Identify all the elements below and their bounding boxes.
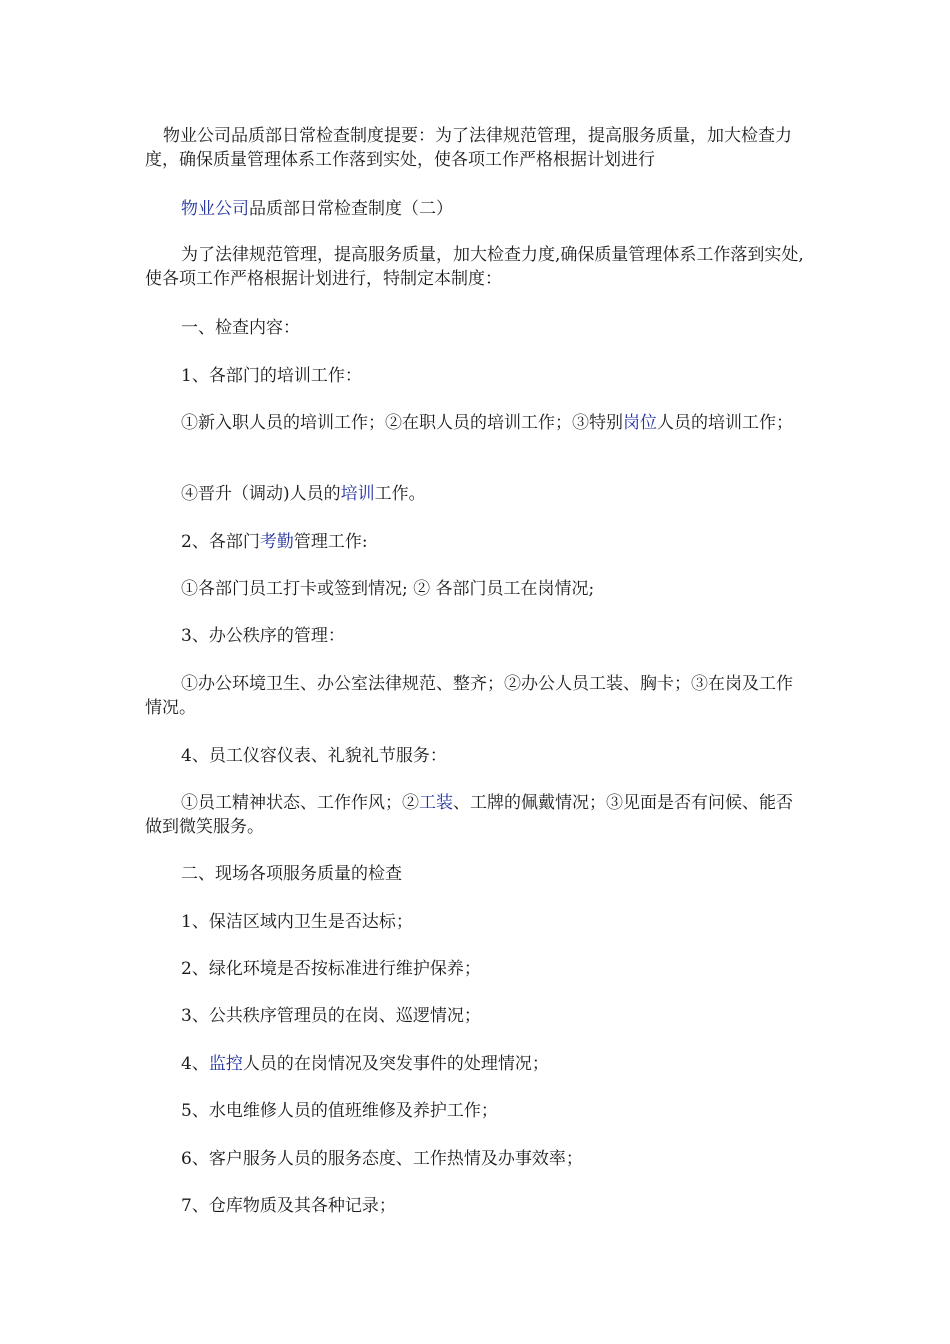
item-1-4-detail [145, 791, 805, 839]
title-link[interactable]: 物业公司 [181, 199, 249, 219]
item-1-1-detail-post: 人员的培训工作； [657, 413, 793, 433]
item-1-4-detail-post: 、工牌的佩戴情况；③见面是否有问候、能否做到微笑服务。 [145, 793, 793, 837]
item-1-3-detail: ①办公环境卫生、办公室法律规范、整齐；②办公人员工装、胸卡；③在岗及工作情况。 [145, 674, 793, 718]
item-2-1: 1、保洁区域内卫生是否达标； [181, 912, 413, 932]
item-1-2-detail: ①各部门员工打卡或签到情况; ② 各部门员工在岗情况; [181, 579, 595, 599]
item-1-1: 1、各部门的培训工作： [181, 366, 362, 386]
section2-heading: 二、现场各项服务质量的检查 [181, 864, 402, 884]
link-peixun[interactable]: 培训 [340, 484, 375, 504]
item-1-2 [145, 530, 805, 554]
item-1-1-detail-2-post: 工作。 [374, 484, 426, 504]
item-1-4-detail-pre: ①员工精神状态、工作作风；② [181, 793, 419, 813]
item-1-1-detail [145, 411, 805, 435]
item-2-4-post: 人员的在岗情况及突发事件的处理情况； [242, 1054, 549, 1074]
item-1-1-detail-2 [145, 482, 805, 506]
summary-paragraph: 物业公司品质部日常检查制度提要：为了法律规范管理，提高服务质量，加大检查力度，确保质量管理体系工作落到实处，使各项工作严格根据计划进行 [145, 126, 792, 170]
link-jiankong[interactable]: 监控 [208, 1054, 243, 1074]
item-1-1-detail-pre: ①新入职人员的培训工作；②在职人员的培训工作；③特别 [181, 413, 623, 433]
item-2-3: 3、公共秩序管理员的在岗、巡逻情况； [181, 1006, 481, 1026]
item-1-2-pre: 2、各部门 [181, 532, 260, 552]
item-2-7: 7、仓库物质及其各种记录； [181, 1196, 396, 1216]
document-title [145, 197, 805, 221]
item-1-1-detail-2-pre: ④晋升（调动)人员的 [181, 484, 341, 504]
item-2-4 [145, 1052, 805, 1076]
link-gongzhuang[interactable]: 工装 [419, 793, 453, 813]
item-2-2: 2、绿化环境是否按标准进行维护保养； [181, 959, 481, 979]
item-2-4-pre: 4、 [181, 1054, 209, 1074]
title-text: 品质部日常检查制度（二） [249, 199, 453, 219]
link-kaoqin[interactable]: 考勤 [259, 532, 294, 552]
intro-paragraph: 为了法律规范管理，提高服务质量，加大检查力度,确保质量管理体系工作落到实处,使各项工作严格根据计划进行，特制定本制度： [145, 245, 804, 289]
link-gangwei[interactable]: 岗位 [623, 413, 657, 433]
item-1-4: 4、员工仪容仪表、礼貌礼节服务： [181, 746, 447, 766]
item-2-6: 6、客户服务人员的服务态度、工作热情及办事效率； [181, 1149, 583, 1169]
item-1-2-post: 管理工作: [293, 532, 368, 552]
section1-heading: 一、检查内容： [181, 318, 300, 338]
item-1-3: 3、办公秩序的管理： [181, 626, 345, 646]
item-2-5: 5、水电维修人员的值班维修及养护工作； [181, 1101, 498, 1121]
